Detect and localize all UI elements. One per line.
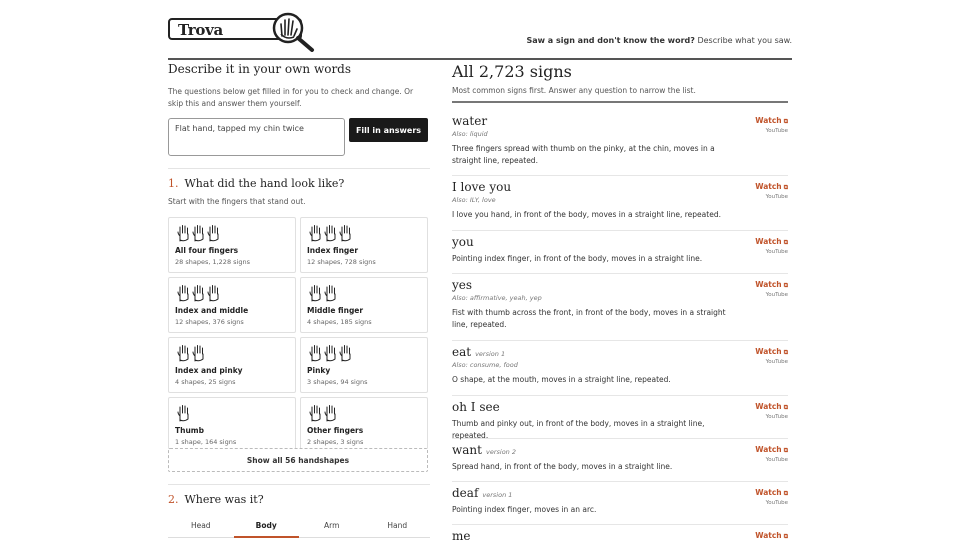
handshape-icons xyxy=(309,284,338,304)
hand-icon xyxy=(207,284,221,302)
sign-description: I love you hand, in front of the body, moves in a straight line, repeated. xyxy=(452,210,721,219)
handshape-card-other-fingers[interactable] xyxy=(300,397,428,453)
tab-head[interactable]: Head xyxy=(190,521,211,530)
hand-icon xyxy=(309,404,323,422)
sign-word xyxy=(452,180,511,194)
hand-icon xyxy=(309,344,323,362)
external-link-icon: ⧉ xyxy=(781,239,788,246)
handshape-card-middle-finger[interactable] xyxy=(300,277,428,333)
tab-arm[interactable]: Arm xyxy=(324,521,340,530)
video-source: YouTube xyxy=(765,249,788,255)
sign-version: version 1 xyxy=(475,350,506,358)
watch-label: Watch xyxy=(755,237,782,246)
handshape-name: Index finger xyxy=(307,246,359,255)
sign-entry[interactable] xyxy=(452,341,788,396)
show-all-handshapes-button[interactable]: Show all 56 handshapes xyxy=(168,448,428,472)
watch-link[interactable] xyxy=(755,280,788,290)
sign-entry[interactable] xyxy=(452,231,788,274)
sign-word xyxy=(452,486,512,500)
handshape-card-index-and-pinky[interactable] xyxy=(168,337,296,393)
sign-word xyxy=(452,529,470,540)
sign-entry[interactable] xyxy=(452,525,788,540)
external-link-icon: ⧉ xyxy=(781,349,788,356)
watch-label: Watch xyxy=(755,402,782,411)
sign-entry[interactable] xyxy=(452,176,788,231)
sign-word-text: you xyxy=(452,235,474,249)
video-source: YouTube xyxy=(765,194,788,200)
sign-version: version 1 xyxy=(482,491,513,499)
sign-word-text: want xyxy=(452,443,482,457)
handshape-card-pinky[interactable] xyxy=(300,337,428,393)
handshape-name: Middle finger xyxy=(307,306,364,315)
question-2-title xyxy=(168,493,430,506)
handshape-icons xyxy=(309,224,353,244)
handshape-meta: 3 shapes, 94 signs xyxy=(307,378,368,386)
sign-word-text: water xyxy=(452,114,488,128)
hand-icon xyxy=(192,224,206,242)
tagline-question: Saw a sign and don't know the word? xyxy=(526,36,695,45)
video-source: YouTube xyxy=(765,359,788,365)
external-link-icon: ⧉ xyxy=(781,404,788,411)
hand-icon xyxy=(177,404,191,422)
handshape-card-index-and-middle[interactable] xyxy=(168,277,296,333)
handshape-meta: 4 shapes, 185 signs xyxy=(307,318,372,326)
sign-entry[interactable] xyxy=(452,274,788,341)
sign-description: Spread hand, in front of the body, moves in a straight line. xyxy=(452,462,673,471)
results-title: All 2,723 signs xyxy=(452,62,572,81)
sign-word xyxy=(452,345,505,359)
hand-icon xyxy=(309,284,323,302)
hand-icon xyxy=(177,344,191,362)
sign-description: O shape, at the mouth, moves in a straight line, repeated. xyxy=(452,375,671,384)
question-2 xyxy=(168,484,430,506)
hand-icon xyxy=(192,284,206,302)
sign-word xyxy=(452,400,500,414)
sign-aliases: Also: consume, food xyxy=(452,361,518,369)
watch-label: Watch xyxy=(755,280,782,289)
sign-word-text: I love you xyxy=(452,180,512,194)
handshape-name: Thumb xyxy=(175,426,204,435)
describe-intro: The questions below get filled in for you to check and change. Or skip this and answer them yourself. xyxy=(168,87,414,108)
sign-word xyxy=(452,114,487,128)
handshape-meta: 12 shapes, 376 signs xyxy=(175,318,244,326)
sign-word xyxy=(452,235,474,249)
question-1-title xyxy=(168,177,430,190)
external-link-icon: ⧉ xyxy=(781,490,788,497)
hand-icon xyxy=(339,224,353,242)
sign-entry[interactable] xyxy=(452,439,788,482)
sign-description: Thumb and pinky out, in front of the body, moves in a straight line, repeated. xyxy=(452,419,705,440)
sign-description: Pointing index finger, moves in an arc. xyxy=(452,505,597,514)
handshape-icons xyxy=(309,404,338,424)
handshape-icons xyxy=(177,284,221,304)
sign-version: version 2 xyxy=(485,448,516,456)
magnifier-hand-icon xyxy=(272,12,316,52)
results-rule xyxy=(452,101,788,103)
handshape-name: Pinky xyxy=(307,366,331,375)
handshape-meta: 2 shapes, 3 signs xyxy=(307,438,364,446)
hand-icon xyxy=(324,404,338,422)
handshape-grid xyxy=(168,217,430,453)
logo-text: Trova xyxy=(178,21,223,39)
watch-link[interactable] xyxy=(755,347,788,357)
hand-icon xyxy=(324,344,338,362)
watch-link[interactable] xyxy=(755,182,788,192)
hand-icon xyxy=(177,224,191,242)
watch-link[interactable] xyxy=(755,531,788,540)
sign-description: Fist with thumb across the front, in front of the body, moves in a straight line, repeated. xyxy=(452,308,726,329)
handshape-name: Other fingers xyxy=(307,426,364,435)
watch-label: Watch xyxy=(755,531,782,540)
sign-entry[interactable] xyxy=(452,110,788,176)
sign-entry[interactable] xyxy=(452,396,788,439)
watch-link[interactable] xyxy=(755,237,788,247)
handshape-name: All four fingers xyxy=(175,246,239,255)
tab-body[interactable]: Body xyxy=(234,516,300,537)
sign-description: Three fingers spread with thumb on the pinky, at the chin, moves in a straight line, repeated. xyxy=(452,144,715,165)
watch-link[interactable] xyxy=(755,445,788,455)
site-header xyxy=(168,12,792,60)
video-source: YouTube xyxy=(765,414,788,420)
question-text: Where was it? xyxy=(184,493,264,506)
sign-aliases: Also: liquid xyxy=(452,130,488,138)
sign-entry[interactable] xyxy=(452,482,788,525)
sign-word xyxy=(452,278,472,292)
hand-icon xyxy=(324,224,338,242)
watch-label: Watch xyxy=(755,347,782,356)
sign-word-text: eat xyxy=(452,345,472,359)
watch-label: Watch xyxy=(755,488,782,497)
handshape-meta: 1 shape, 164 signs xyxy=(175,438,237,446)
watch-link[interactable] xyxy=(755,488,788,498)
handshape-icons xyxy=(177,344,206,364)
sign-word xyxy=(452,443,516,457)
handshape-meta: 4 shapes, 25 signs xyxy=(175,378,236,386)
tagline xyxy=(526,36,792,45)
external-link-icon: ⧉ xyxy=(781,533,788,540)
handshape-card-index-finger[interactable] xyxy=(300,217,428,273)
watch-label: Watch xyxy=(755,116,782,125)
video-source: YouTube xyxy=(765,457,788,463)
handshape-name: Index and middle xyxy=(175,306,249,315)
sign-aliases: Also: ILY, love xyxy=(452,196,496,204)
handshape-card-thumb[interactable] xyxy=(168,397,296,453)
handshape-icons xyxy=(309,344,353,364)
sign-word-text: me xyxy=(452,529,471,540)
sign-word-text: oh I see xyxy=(452,400,500,414)
watch-link[interactable] xyxy=(755,116,788,126)
description-input[interactable] xyxy=(168,118,345,156)
results-subtitle: Most common signs first. Answer any question to narrow the list. xyxy=(452,86,696,95)
hand-icon xyxy=(324,284,338,302)
sign-word-text: yes xyxy=(452,278,473,292)
external-link-icon: ⧉ xyxy=(781,282,788,289)
question-number: 1. xyxy=(168,177,179,190)
handshape-icons xyxy=(177,224,221,244)
watch-label: Watch xyxy=(755,182,782,191)
video-source: YouTube xyxy=(765,500,788,506)
handshape-meta: 12 shapes, 728 signs xyxy=(307,258,376,266)
external-link-icon: ⧉ xyxy=(781,184,788,191)
describe-heading: Describe it in your own words xyxy=(168,62,352,76)
handshape-card-all-four-fingers[interactable] xyxy=(168,217,296,273)
external-link-icon: ⧉ xyxy=(781,118,788,125)
question-text: What did the hand look like? xyxy=(184,177,345,190)
handshape-meta: 28 shapes, 1,228 signs xyxy=(175,258,250,266)
question-number: 2. xyxy=(168,493,179,506)
location-tabs xyxy=(168,516,430,538)
watch-label: Watch xyxy=(755,445,782,454)
sign-description: Pointing index finger, in front of the body, moves in a straight line. xyxy=(452,254,703,263)
tab-hand[interactable]: Hand xyxy=(387,521,408,530)
sign-aliases: Also: affirmative, yeah, yep xyxy=(452,294,542,302)
question-1-subtitle: Start with the fingers that stand out. xyxy=(168,197,306,206)
video-source: YouTube xyxy=(765,292,788,298)
video-source: YouTube xyxy=(765,128,788,134)
handshape-icons xyxy=(177,404,191,424)
divider xyxy=(168,168,430,169)
hand-icon xyxy=(309,224,323,242)
results-panel xyxy=(452,62,788,103)
describe-panel xyxy=(168,62,430,206)
handshape-name: Index and pinky xyxy=(175,366,243,375)
hand-icon xyxy=(192,344,206,362)
describe-link[interactable]: Describe what you saw. xyxy=(697,36,792,45)
hand-icon xyxy=(339,344,353,362)
divider xyxy=(168,484,430,485)
fill-in-answers-button[interactable]: Fill in answers xyxy=(349,118,428,142)
sign-word-text: deaf xyxy=(452,486,479,500)
hand-icon xyxy=(177,284,191,302)
external-link-icon: ⧉ xyxy=(781,447,788,454)
hand-icon xyxy=(207,224,221,242)
watch-link[interactable] xyxy=(755,402,788,412)
